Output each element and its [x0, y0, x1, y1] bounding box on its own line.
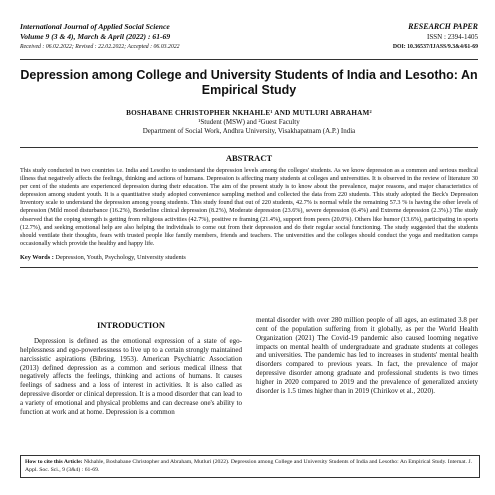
right-column	[256, 316, 478, 396]
introduction-text-right: mental disorder with over 280 million people of all ages, an estimated 3.8 per cent of the population suffering from it globally, as per the World Health Organization (2021) The Covid-19 pandemic also caused looming negative impacts on mental health of undergraduate and graduate students at colleges and universities. The pandemic has led to increases in students' mental health disorders compared to previous years. In fact, the prevalence of major depressive disorder among graduate and professional students is two times higher in 2020 compared to 2019 and the prevalence of generalized anxiety disorder is 1.5 times higher than in 2019 (Chirikov et al., 2020).	[256, 316, 478, 395]
citation-box	[20, 455, 480, 478]
left-column	[20, 316, 242, 417]
citation-text: Nkhahle, Boshabane Christopher and Abraham, Mutluri (2022). Depression among College and University Students of India and Lesotho: An Empirical Study. Internat. J. Appl. Soc. Sci., 9 (3&4) : 61-69.	[25, 459, 472, 473]
issn: ISSN : 2394-1405	[427, 33, 478, 41]
journal-header	[20, 22, 478, 66]
doi: DOI: 10.36537/IJASS/9.3&4/61-69	[392, 44, 478, 50]
journal-volume: Volume 9 (3 & 4), March & April (2022) : 61-69	[20, 32, 171, 41]
introduction-heading: INTRODUCTION	[96, 320, 165, 330]
journal-name: International Journal of Applied Social Science	[20, 22, 170, 31]
abstract-divider	[20, 147, 478, 148]
paper-type: RESEARCH PAPER	[408, 22, 478, 31]
header-divider	[20, 59, 478, 60]
affiliation-roles: ¹Student (MSW) and ²Guest Faculty	[198, 118, 300, 126]
keywords-text: Depression, Youth, Psychology, University students	[55, 253, 186, 261]
journal-info	[20, 22, 180, 52]
affiliation-department: Department of Social Work, Andhra University, Visakhapatnam (A.P.) India	[142, 127, 356, 135]
paper-page	[20, 22, 478, 482]
abstract-heading: ABSTRACT	[225, 153, 273, 163]
abstract-text: This study conducted in two countries i.e. India and Lesotho to understand the depression levels among the colleges' students. As we know depression as a common and serious medical illness that negatively affects the feelings, thinking and actions of humans. Depression is affecting many students at colleges and universities. It is observed in the review of literature 30 per cent of the students are experienced depression during their education. The aim of the present study is to know about the prevalence, major reasons, and major characteristics of depression among student youth. It is a quantitative study adopted convenience sampling method and collected the data from 220 students. This study adopted the Beck's Depression Inventory scale to understand the depression among young students. This study found that out of 220 students, 42.7% is normal while the remaining 57.3 % is having the other levels of depression (Mild mood disturbance (16.2%), Borderline clinical depression (8.2%), Moderate depression (23.6%), severe depression (6.4%) and Extreme depression (2.3%).) The study observed that the coping strength is getting from religious activities (42.7%), positive re framing (21.4%), support from peers (20.0%). Others like humor (13.6%), participating in sports (12.7%), and seeking emotional help are also helping the individuals to come out from their depression and do their regular social functioning. The study suggested that the students should ventilate their thoughts, fears with trusted people like family members, friends and teachers. The universities and the colleges should conduct the yoga and meditation camps occasionally which provide the healthy and happy life.	[20, 168, 478, 247]
author-list: BOSHABANE CHRISTOPHER NKHAHLE¹ AND MUTLURI ABRAHAM²	[126, 109, 372, 117]
introduction-text-left: Depression is defined as the emotional expression of a state of ego-helplessness and ego-powerlessness to live up to a certain strongly maintained narcissistic aspirations (Bibring, 1953). American Psychiatric Association (2013) defined depression as a common and serious medical illness that negatively affects the feelings, thinking and actions of humans. It causes feelings of sadness and a loss of interest in activities. It is also called as depressive disorder or clinical depression. It is a mood disorder that can lead to a variety of emotional and physical problems and can decrease one's ability to function at work and at home. Depression is a common	[20, 337, 242, 416]
affiliation	[20, 118, 478, 136]
keywords	[20, 254, 478, 261]
keywords-label: Key Words :	[20, 253, 54, 261]
keywords-divider	[20, 267, 478, 268]
body-columns	[20, 316, 478, 456]
paper-title: Depression among College and University Students of India and Lesotho: An Empirical Study	[20, 68, 478, 97]
paper-meta	[393, 22, 478, 52]
received-dates: Received : 06.02.2022; Revised : 22.02.2022; Accepted : 06.03.2022	[20, 44, 180, 50]
citation-label: How to cite this Article:	[25, 459, 83, 465]
